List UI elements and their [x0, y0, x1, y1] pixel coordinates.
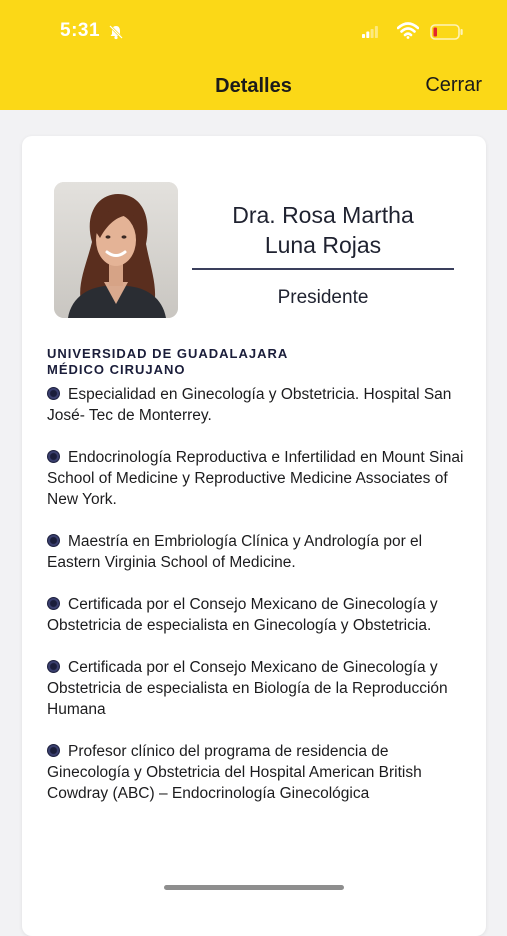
university-name: UNIVERSIDAD DE GUADALAJARA — [47, 346, 289, 361]
bullet-icon — [47, 450, 60, 463]
home-indicator[interactable] — [164, 885, 344, 890]
list-item: Maestría en Embriología Clínica y Andrología por el Eastern Virginia School of Medicine. — [47, 533, 423, 571]
bullet-icon — [47, 387, 60, 400]
profile-card — [22, 136, 486, 936]
bell-muted-icon — [108, 24, 124, 40]
bullet-icon — [47, 534, 60, 547]
list-item: Profesor clínico del programa de residencia de Ginecología y Obstetricia del Hospital American British Cowdray (ABC) – Endocrinología Ginecológica — [47, 743, 422, 802]
list-item: Endocrinología Reproductiva e Infertilidad en Mount Sinai School of Medicine y Reproductive Medicine Associates of New York. — [47, 449, 464, 508]
header-bar — [0, 0, 507, 110]
doctor-role: Presidente — [277, 287, 369, 308]
bullet-icon — [47, 660, 60, 673]
cellular-signal-icon — [362, 26, 378, 38]
doctor-name — [192, 200, 454, 260]
page-title: Detalles — [215, 75, 292, 97]
wifi-icon — [397, 22, 419, 39]
degree-name: MÉDICO CIRUJANO — [47, 362, 186, 377]
name-divider — [192, 268, 454, 270]
list-item: Certificada por el Consejo Mexicano de Ginecología y Obstetricia de especialista en Biología de la Reproducción Humana — [47, 659, 448, 718]
doctor-name-line2: Luna Rojas — [264, 232, 382, 258]
battery-icon — [430, 24, 464, 40]
bullet-icon — [47, 597, 60, 610]
doctor-name-line1: Dra. Rosa Martha — [232, 202, 414, 228]
portrait-image — [54, 182, 178, 318]
status-time: 5:31 — [60, 20, 101, 41]
bullet-icon — [47, 744, 60, 757]
list-item: Certificada por el Consejo Mexicano de Ginecología y Obstetricia de especialista en Ginecología y Obstetricia. — [47, 596, 438, 634]
profile-photo — [54, 182, 178, 318]
list-item: Especialidad en Ginecología y Obstetricia. Hospital San José- Tec de Monterrey. — [47, 386, 452, 424]
close-button[interactable]: Cerrar — [425, 74, 482, 96]
university-heading — [47, 346, 288, 378]
credentials-list — [47, 384, 472, 825]
